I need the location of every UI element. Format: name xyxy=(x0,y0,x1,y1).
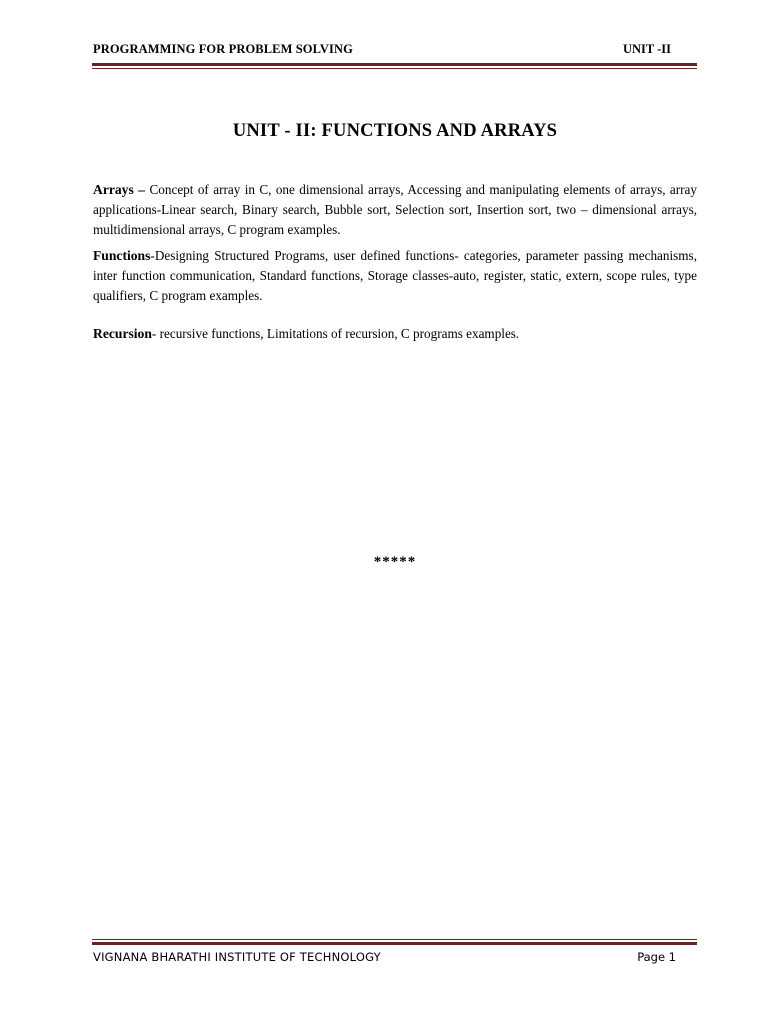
arrays-text: Concept of array in C, one dimensional arrays, Accessing and manipulating elements of arrays, array applications-Linear search, Binary search, Bubble sort, Selection sort, Insertion sort, two – dimensional arrays, multidimensional arrays, C program examples. xyxy=(93,182,698,237)
header-rule-thick xyxy=(92,63,697,66)
footer-rule-thick xyxy=(92,942,697,945)
functions-heading: Functions xyxy=(93,248,151,263)
header-unit-label: UNIT -II xyxy=(622,42,671,56)
header-rule-thin xyxy=(92,68,697,69)
page-header xyxy=(93,42,673,62)
header-course-title: PROGRAMMING FOR PROBLEM SOLVING xyxy=(93,42,353,56)
recursion-heading: Recursion xyxy=(93,326,152,341)
functions-paragraph xyxy=(93,246,697,306)
footer-page-number: Page 1 xyxy=(637,950,676,964)
functions-text: -Designing Structured Programs, user defined functions- categories, parameter passing mechanisms, inter function communication, Standard functions, Storage classes-auto, register, static, extern, scope rules, type qualifiers, C program examples. xyxy=(93,248,697,303)
footer-institute-name: VIGNANA BHARATHI INSTITUTE OF TECHNOLOGY xyxy=(93,950,381,964)
footer-rule-thin xyxy=(92,939,697,940)
page-title: UNIT - II: FUNCTIONS AND ARRAYS xyxy=(232,121,558,141)
recursion-text: - recursive functions, Limitations of recursion, C programs examples. xyxy=(151,326,520,341)
arrays-paragraph xyxy=(93,180,697,240)
section-divider-stars: ***** xyxy=(373,554,417,570)
arrays-heading: Arrays – xyxy=(93,182,146,197)
recursion-paragraph xyxy=(93,324,697,344)
